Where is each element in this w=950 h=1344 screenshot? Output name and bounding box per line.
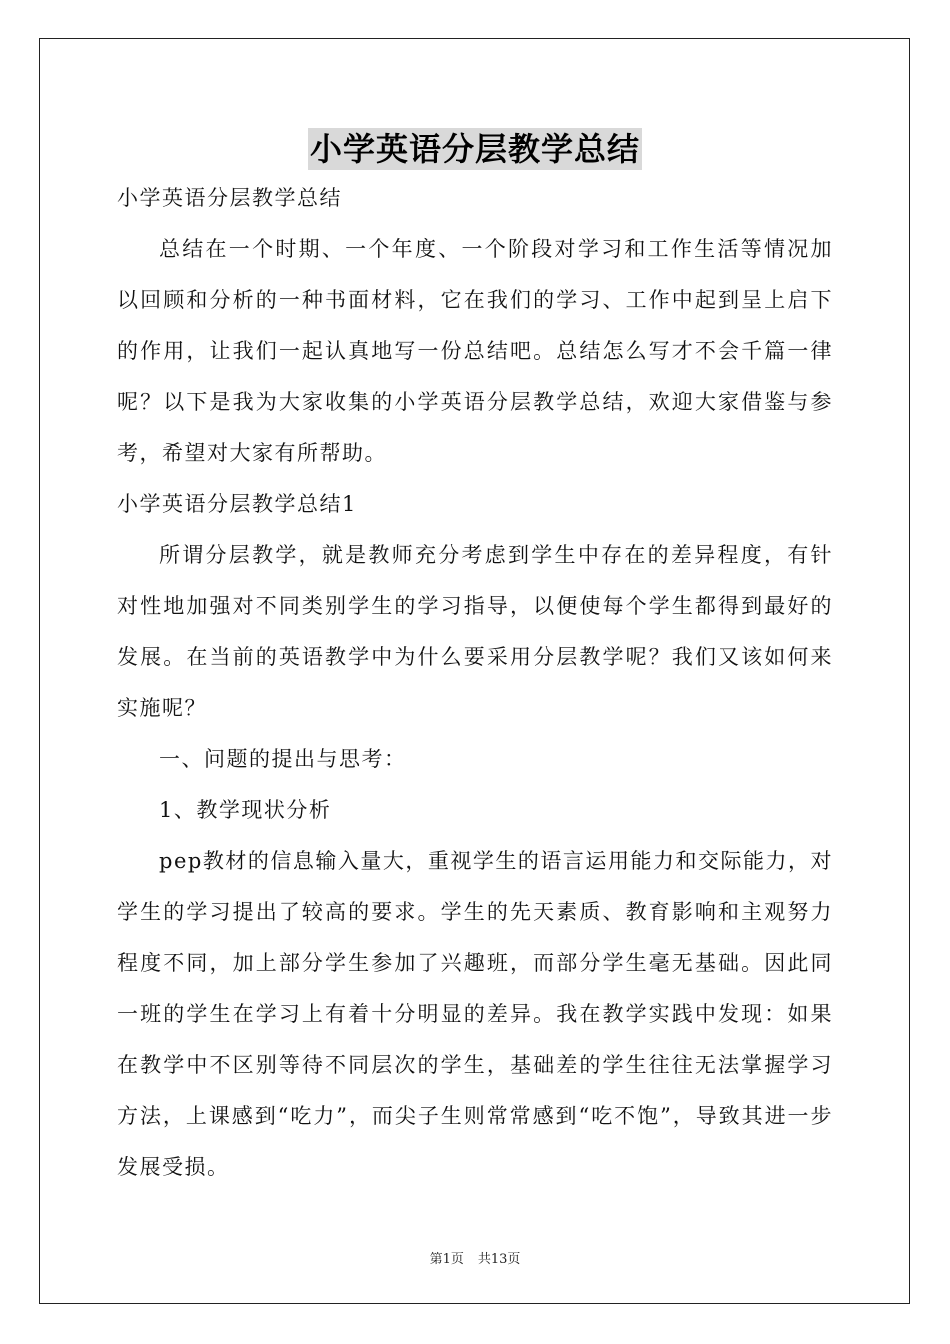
body-paragraph: pep教材的信息输入量大，重视学生的语言运用能力和交际能力，对学生的学习提出了较高的要求。学生的先天素质、教育影响和主观努力程度不同，加上部分学生参加了兴趣班，而部分学生毫无基础。因此同一班的学生在学习上有着十分明显的差异。我在教学实践中发现：如果在教学中不区别等待不同层次的学生，基础差的学生往往无法掌握学习方法，上课感到“吃力”，而尖子生则常常感到“吃不饱”，导致其进一步发展受损。 [117, 849, 833, 1179]
subtitle-paragraph: 小学英语分层教学总结 [117, 186, 342, 210]
subheading-problem: 一、问题的提出与思考： [159, 747, 407, 771]
intro-paragraph: 总结在一个时期、一个年度、一个阶段对学习和工作生活等情况加以回顾和分析的一种书面材料，它在我们的学习、工作中起到呈上启下的作用，让我们一起认真地写一份总结吧。总结怎么写才不会千篇一律呢？以下是我为大家收集的小学英语分层教学总结，欢迎大家借鉴与参考，希望对大家有所帮助。 [117, 237, 833, 465]
subheading-analysis: 1、教学现状分析 [159, 798, 332, 822]
page-number: 第1页 [429, 1252, 464, 1267]
document-title: 小学英语分层教学总结 [309, 130, 640, 168]
section-heading: 小学英语分层教学总结1 [117, 492, 357, 516]
title-container [0, 128, 950, 170]
body-paragraph: 所谓分层教学，就是教师充分考虑到学生中存在的差异程度，有针对性地加强对不同类别学生的学习指导，以便使每个学生都得到最好的发展。在当前的英语教学中为什么要采用分层教学呢？我们又该如何来实施呢？ [117, 543, 833, 720]
total-pages: 共13页 [477, 1252, 521, 1267]
document-body [117, 173, 833, 1193]
page-footer [0, 1248, 950, 1267]
